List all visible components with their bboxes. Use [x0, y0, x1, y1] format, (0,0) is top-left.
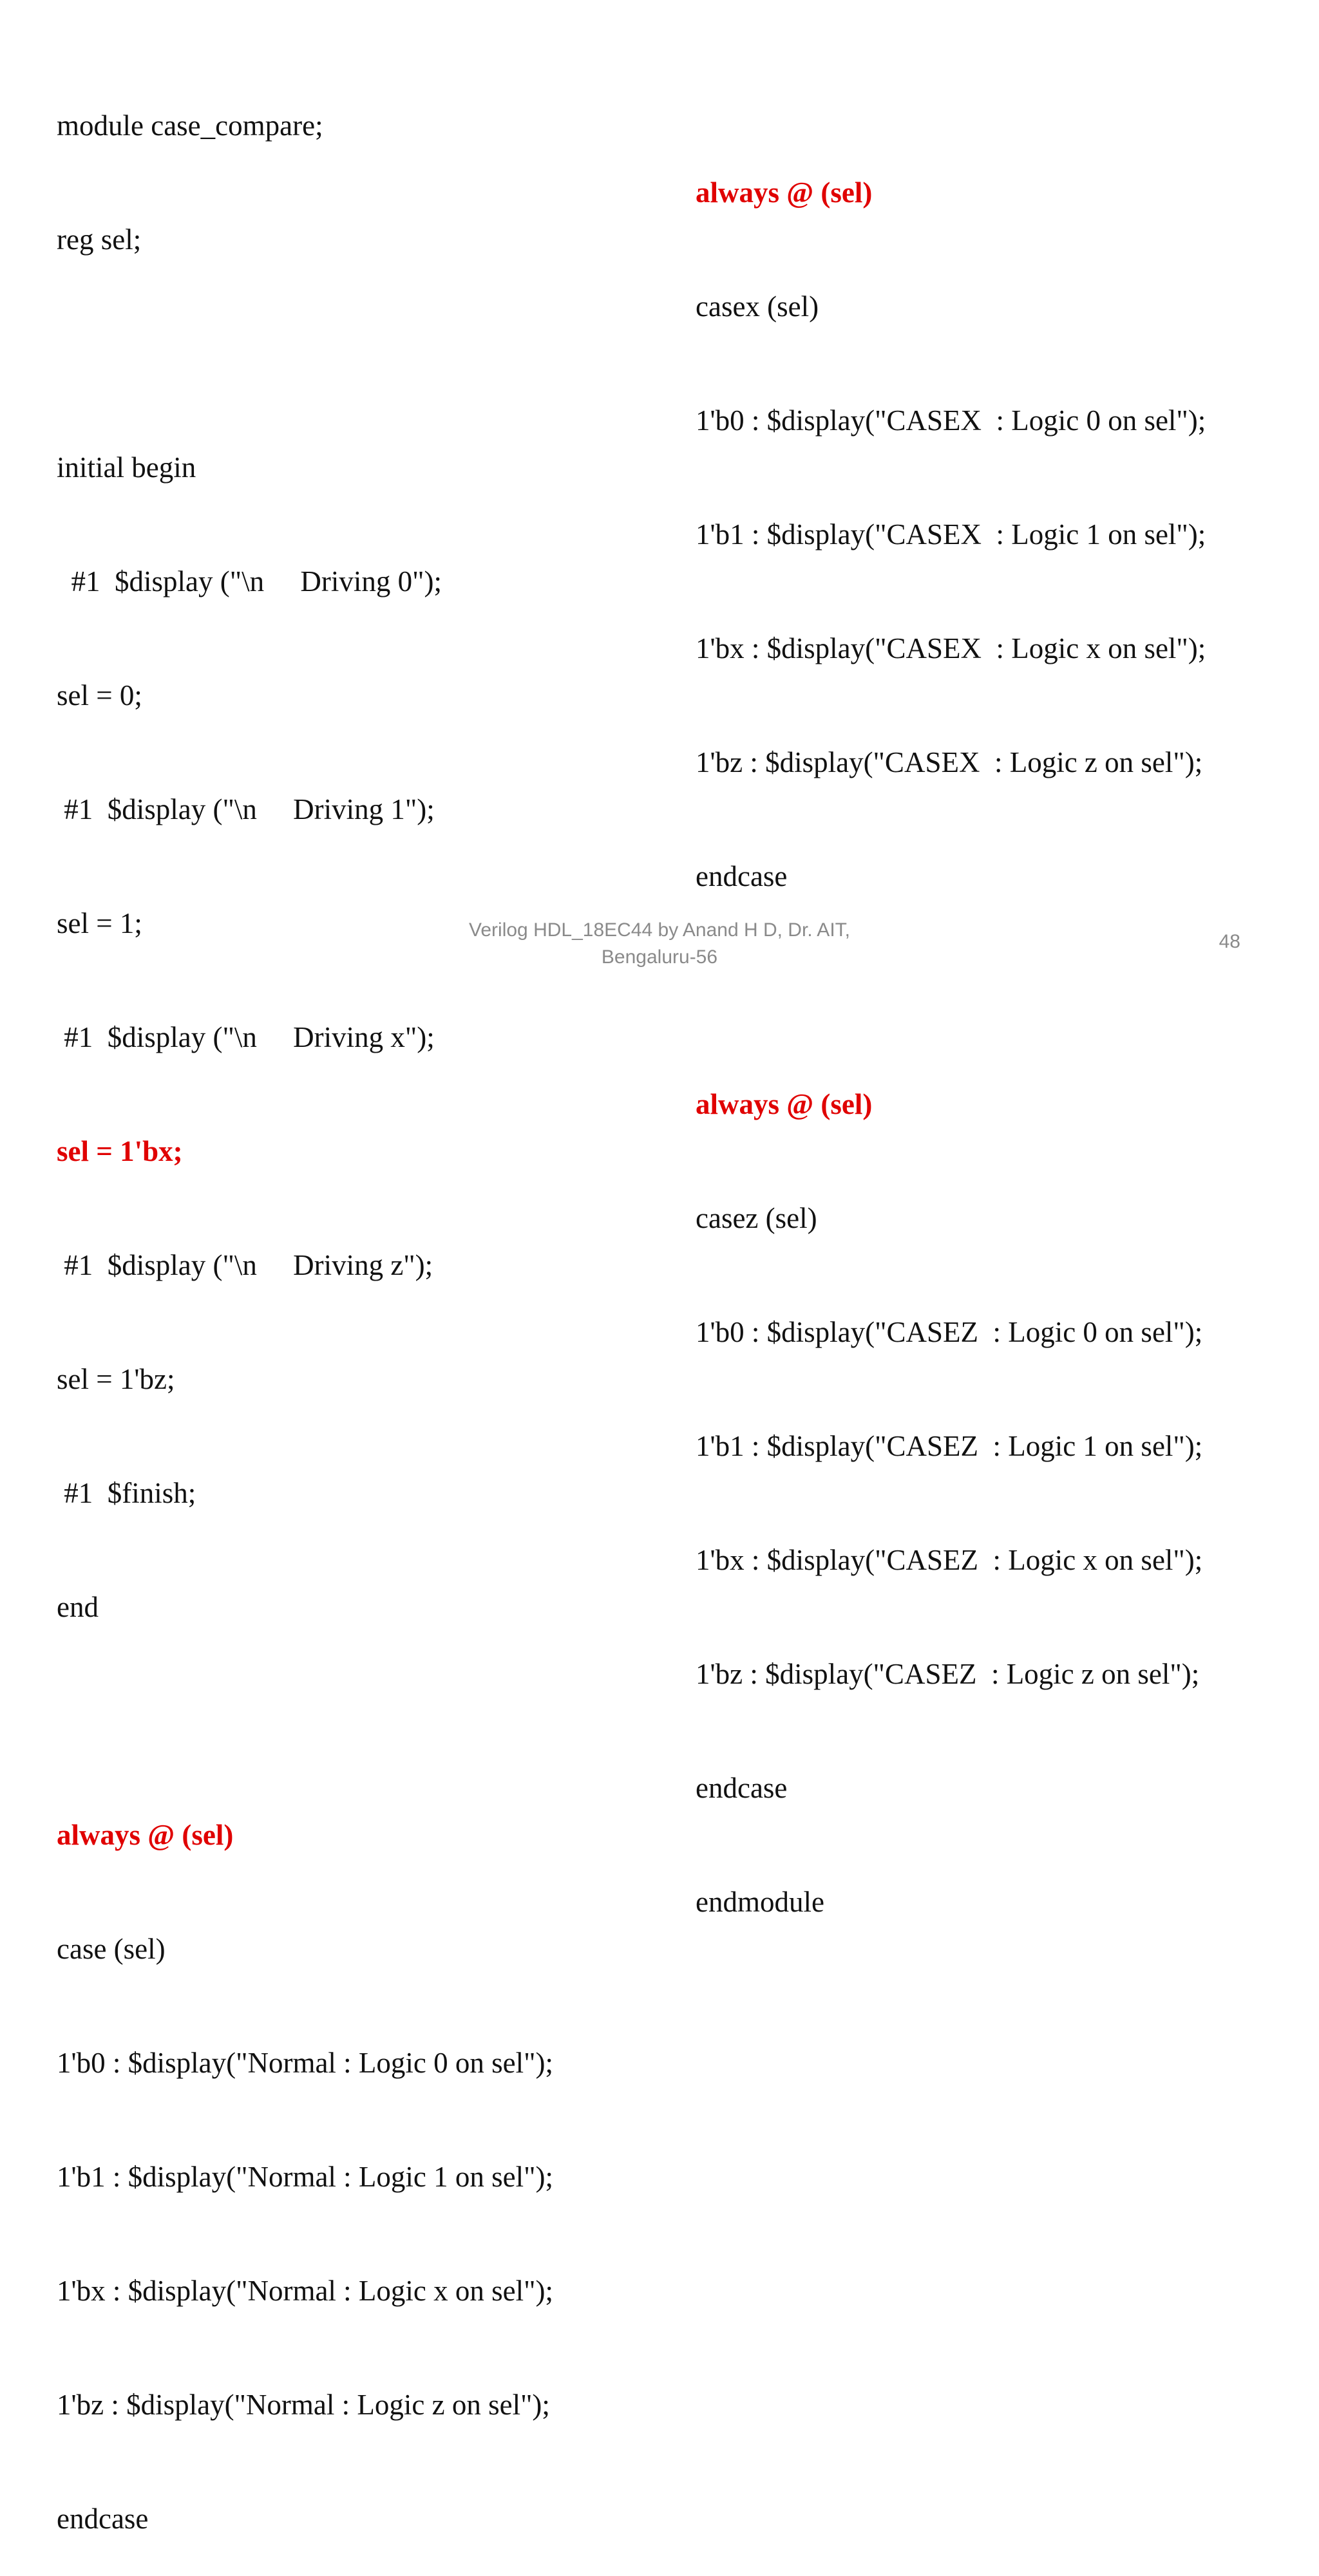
code-line-casez: casez (sel) [696, 1202, 817, 1234]
code-line-casez-0: 1'b0 : $display("CASEZ : Logic 0 on sel"); [696, 1316, 1203, 1348]
code-line-casez-x: 1'bx : $display("CASEZ : Logic x on sel"); [696, 1544, 1203, 1576]
footer-line-2: Bengaluru-56 [601, 946, 718, 968]
code-line-sel-z: sel = 1'bz; [57, 1363, 175, 1395]
blank-line [57, 335, 553, 373]
code-line-always-casez: always @ (sel) [696, 1088, 873, 1120]
code-line-endcase-z: endcase [696, 1772, 788, 1804]
code-line-sel-0: sel = 0; [57, 679, 142, 711]
code-line-display-1: #1 $display ("\n Driving 1"); [57, 793, 435, 825]
code-line-normal-z: 1'bz : $display("Normal : Logic z on sel"); [57, 2389, 550, 2421]
code-line-normal-x: 1'bx : $display("Normal : Logic x on sel"); [57, 2275, 553, 2307]
page-number: 48 [1219, 931, 1240, 952]
code-line-display-z: #1 $display ("\n Driving z"); [57, 1249, 433, 1281]
code-line-endcase-x: endcase [696, 860, 788, 892]
slide-footer [0, 917, 1319, 971]
code-line-normal-1: 1'b1 : $display("Normal : Logic 1 on sel"); [57, 2161, 553, 2193]
code-line-normal-0: 1'b0 : $display("Normal : Logic 0 on sel"); [57, 2047, 553, 2079]
footer-line-1: Verilog HDL_18EC44 by Anand H D, Dr. AIT, [469, 919, 850, 941]
code-line-sel-x: sel = 1'bx; [57, 1135, 183, 1167]
blank-line [696, 972, 1206, 1010]
code-line-casex: casex (sel) [696, 290, 819, 323]
code-line-endmodule: endmodule [696, 1886, 824, 1918]
code-line-finish: #1 $finish; [57, 1477, 196, 1509]
code-line-casez-1: 1'b1 : $display("CASEZ : Logic 1 on sel"); [696, 1430, 1203, 1462]
code-line-module: module case_compare; [57, 109, 323, 142]
left-code-column [57, 31, 553, 2576]
right-code-column [696, 98, 1206, 1959]
code-line-endcase: endcase [57, 2503, 149, 2535]
code-line-casez-z: 1'bz : $display("CASEZ : Logic z on sel"); [696, 1658, 1200, 1690]
code-line-reg: reg sel; [57, 223, 142, 256]
code-line-always-normal: always @ (sel) [57, 1819, 234, 1851]
code-line-casex-1: 1'b1 : $display("CASEX : Logic 1 on sel"); [696, 518, 1206, 550]
blank-line [57, 1702, 553, 1740]
code-line-display-0: #1 $display ("\n Driving 0"); [57, 565, 442, 597]
code-line-always-casex: always @ (sel) [696, 176, 873, 209]
code-line-casex-0: 1'b0 : $display("CASEX : Logic 0 on sel"); [696, 404, 1206, 437]
code-line-casex-x: 1'bx : $display("CASEX : Logic x on sel"); [696, 632, 1206, 664]
code-line-case: case (sel) [57, 1933, 166, 1965]
code-line-sel-1: sel = 1; [57, 907, 142, 939]
code-line-end: end [57, 1591, 99, 1623]
code-line-initial: initial begin [57, 451, 196, 484]
code-line-casex-z: 1'bz : $display("CASEX : Logic z on sel"); [696, 746, 1203, 778]
code-line-display-x: #1 $display ("\n Driving x"); [57, 1021, 435, 1053]
